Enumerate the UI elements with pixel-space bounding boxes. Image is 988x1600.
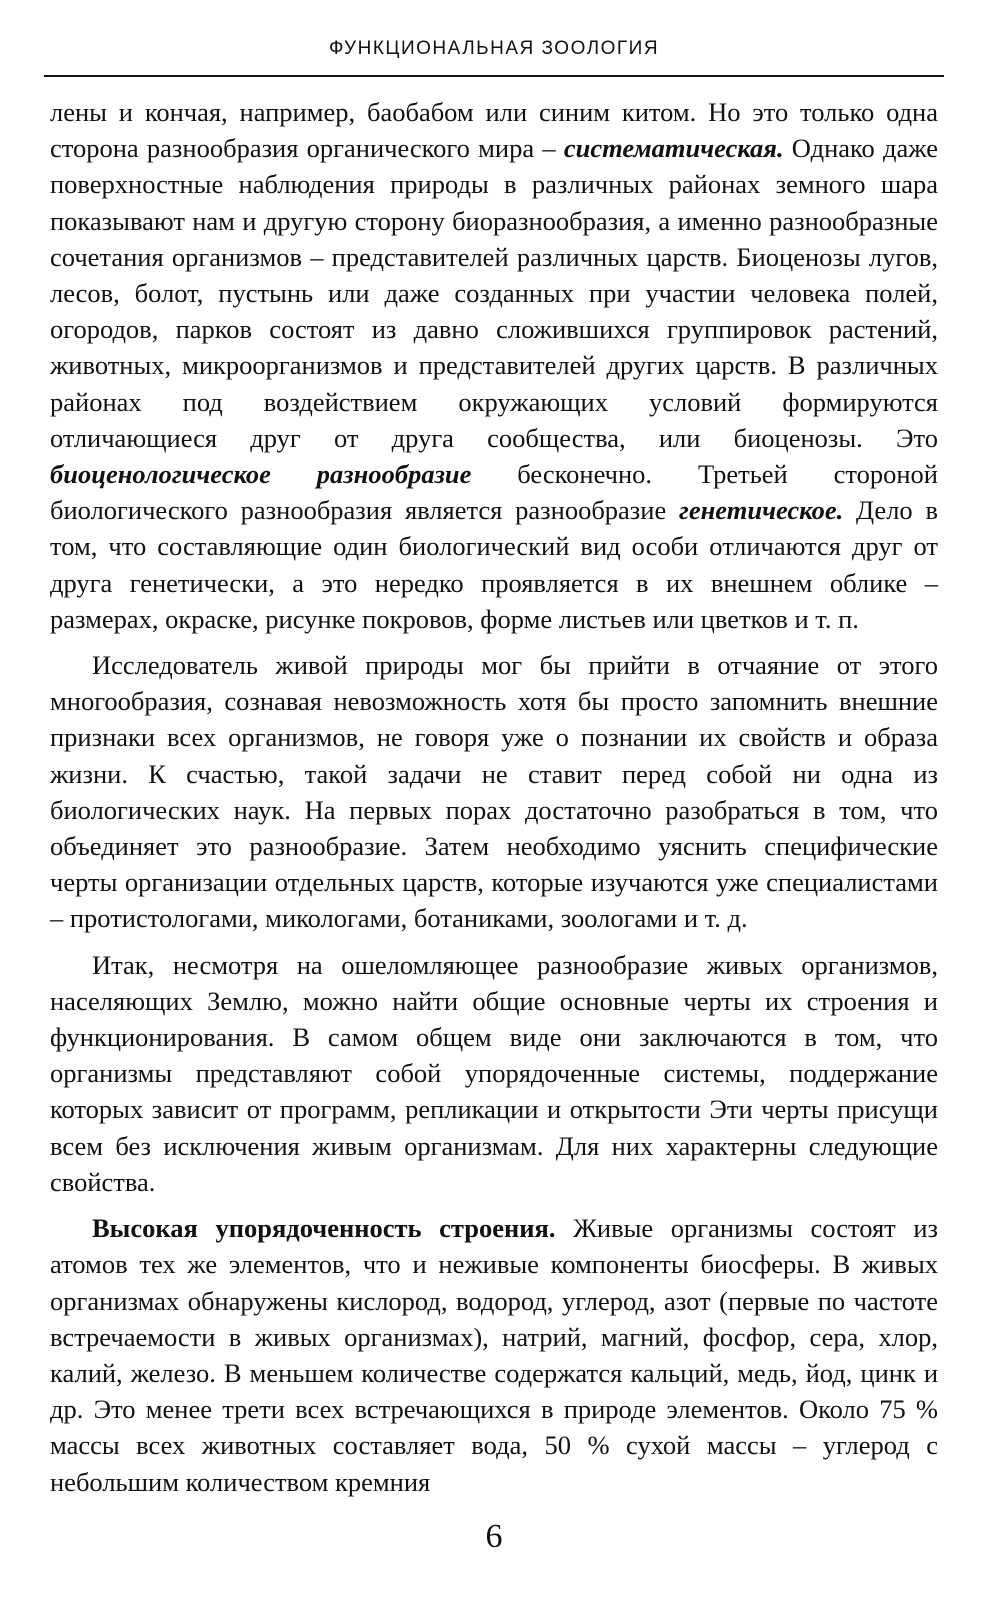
term-biocenological-diversity: биоценологическое разнообразие	[50, 459, 472, 490]
body-text	[50, 94, 938, 1510]
term-genetic: генетическое.	[679, 495, 844, 526]
paragraph-1-part-3: бесконечно. Третьей стороной биологического разнообразия является разнообразие	[50, 459, 938, 526]
paragraph-3: Итак, несмотря на ошеломляющее разнообразие живых организмов, населяющих Землю, можно найти общие основные черты их строения и функционирования. В самом общем виде они заключаются в том, что организмы представляют собой упорядоченные системы, поддержание которых зависит от программ, репликации и открытости Эти черты присущи всем без исключения живым организмам. Для них характерны следующие свойства.	[50, 949, 938, 1197]
paragraph-4-heading: Высокая упорядоченность строения.	[92, 1213, 556, 1244]
page-number: 6	[485, 1518, 503, 1555]
paragraph-2: Исследователь живой природы мог бы прийти в отчаяние от этого многообразия, сознавая невозможность хотя бы просто запомнить внешние признаки всех организмов, не говоря уже о познании их свойств и образа жизни. К счастью, такой задачи не ставит перед собой ни одна из биологических наук. На первых порах достаточно разобраться в том, что объединяет это разнообразие. Затем необходимо уяснить специфические черты организации отдельных царств, которые изучаются уже специалистами – протистологами, микологами, ботаниками, зоологами и т. д.	[50, 650, 938, 934]
term-systematic: систематическая.	[563, 133, 784, 164]
paragraph-1-part-2: Однако даже поверхностные наблюдения природы в различных районах земного шара показывают нам и другую сторону биоразнообразия, а именно разнообразные сочетания организмов – представителей различных царств. Биоценозы лугов, лесов, болот, пустынь или даже созданных при участии человека полей, огородов, парков состоят из давно сложившихся группировок растений, животных, микроорганизмов и представителей других царств. В различных районах под воздействием окружающих условий формируются отличающиеся друг от друга сообщества, или биоценозы. Это	[50, 133, 939, 453]
running-title: ФУНКЦИОНАЛЬНАЯ ЗООЛОГИЯ	[328, 38, 660, 59]
paragraph-1-part-1: лены и кончая, например, баобабом или синим китом. Но это только одна сторона разнообразия органического мира –	[50, 97, 938, 164]
header-rule	[44, 75, 944, 77]
paragraph-1-part-4: Дело в том, что составляющие один биологический вид особи отличаются друг от друга генетически, а это нередко проявляется в их внешнем облике – размерах, окраске, рисунке покровов, форме листьев или цветков и т. п.	[50, 495, 938, 634]
paragraph-4	[50, 1210, 938, 1500]
paragraph-4-text: Живые организмы состоят из атомов тех же элементов, что и неживые компоненты биосферы. В живых организмах обнаружены кислород, водород, углерод, азот (первые по частоте встречаемости в живых организмах), натрий, магний, фосфор, сера, хлор, калий, железо. В меньшем количестве содержатся кальций, медь, йод, цинк и др. Это менее трети всех встречающихся в природе элементов. Около 75 % массы всех животных составляет вода, 50 % сухой массы – углерод с небольшим количеством кремния	[50, 1213, 938, 1497]
paragraph-1	[50, 94, 938, 637]
